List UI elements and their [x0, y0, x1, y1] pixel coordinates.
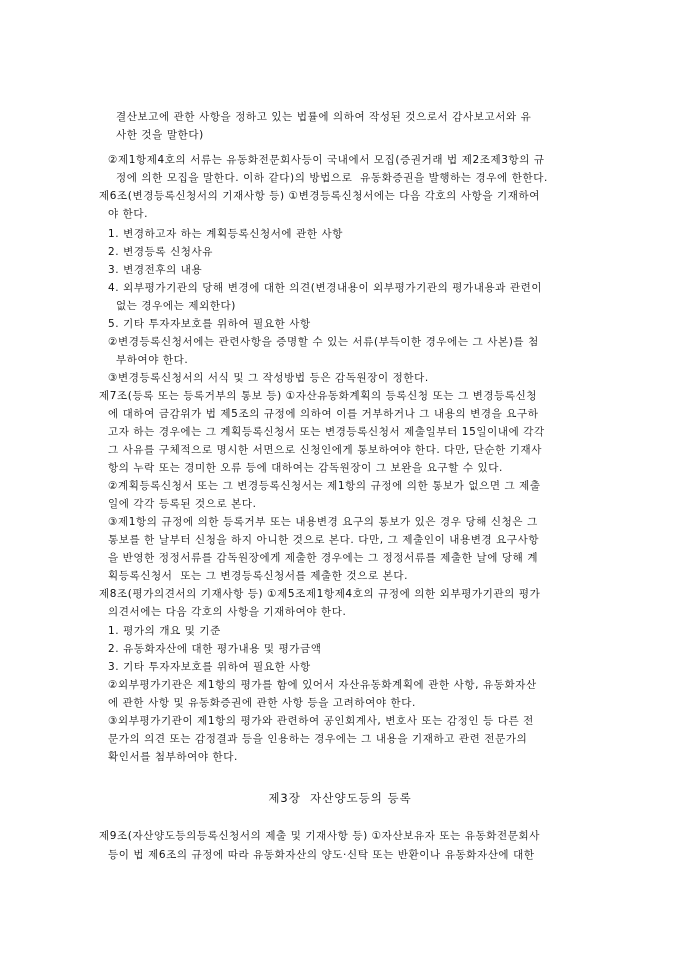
text-line: ③외부평가기관이 제1항의 평가와 관련하여 공인회계사, 변호사 또는 감정인 등 다른 전 [108, 715, 534, 727]
text-line: 의견서에는 다음 각호의 사항을 기재하여야 한다. [108, 606, 347, 618]
list-item: 5. 기타 투자자보호를 위하여 필요한 사항 [108, 318, 311, 330]
text-line: ③변경등록신청서의 서식 및 그 작성방법 등은 감독원장이 정한다. [108, 372, 429, 384]
article-heading-line: 제9조(자산양도등의등록신청서의 제출 및 기재사항 등) ①자산보유자 또는 유동화전문회사 [99, 830, 540, 842]
text-line: ③제1항의 규정에 의한 등록거부 또는 내용변경 요구의 통보가 있은 경우 당해 신청은 그 [108, 516, 538, 528]
text-line: ②계획등록신청서 또는 그 변경등록신청서는 제1항의 규정에 의한 통보가 없으면 그 제출 [108, 480, 541, 492]
list-item: 2. 변경등록 신청사유 [108, 246, 214, 258]
text-line: 에 관한 사항 및 유동화증권에 관한 사항 등을 고려하여야 한다. [108, 697, 416, 709]
list-item: 3. 기타 투자자보호를 위하여 필요한 사항 [108, 661, 311, 673]
text-line: ②외부평가기관은 제1항의 평가를 함에 있어서 자산유동화계획에 관한 사항, 유동화자산 [108, 679, 537, 691]
text-line: 을 반영한 정정서류를 감독원장에게 제출한 경우에는 그 정정서류를 제출한 날에 당해 계 [108, 552, 539, 564]
text-line: 야 한다. [108, 208, 149, 220]
text-line: 문가의 의견 또는 감정결과 등을 인용하는 경우에는 그 내용을 기재하고 관련 전문가의 [108, 733, 528, 745]
text-line: 통보를 한 날부터 신청을 하지 아니한 것으로 본다. 다만, 그 제출인이 내용변경 요구사항 [108, 534, 540, 546]
text-line: 항의 누락 또는 경미한 오류 등에 대하여는 감독원장이 그 보완을 요구할 수 있다. [108, 462, 503, 474]
list-item: 1. 평가의 개요 및 기준 [108, 625, 221, 637]
text-line: 그 사유를 구체적으로 명시한 서면으로 신청인에게 통보하여야 한다. 다만, 단순한 기재사 [108, 444, 542, 456]
text-line: 획등록신청서 또는 그 변경등록신청서를 제출한 것으로 본다. [108, 570, 409, 582]
list-item: 1. 변경하고자 하는 계획등록신청서에 관한 사항 [108, 228, 344, 240]
list-item: 2. 유동화자산에 대한 평가내용 및 평가금액 [108, 643, 322, 655]
text-line: 결산보고에 관한 사항을 정하고 있는 법률에 의하여 작성된 것으로서 감사보고서와 유 [116, 111, 532, 123]
text-line: 확인서를 첨부하여야 한다. [108, 751, 238, 763]
text-line: 정에 의한 모집을 말한다. 이하 같다)의 방법으로 유동화증권을 발행하는 경우에 한한다. [116, 172, 548, 184]
text-line: ②변경등록신청서에는 관련사항을 증명할 수 있는 서류(부득이한 경우에는 그 사본)를 첨 [108, 336, 539, 348]
text-line: 고자 하는 경우에는 그 계획등록신청서 또는 변경등록신청서 제출일부터 15일이내에 각각 [108, 426, 545, 438]
list-item: 3. 변경전후의 내용 [108, 264, 203, 276]
article-heading-line: 제8조(평가의견서의 기재사항 등) ①제5조제1항제4호의 규정에 의한 외부평가기관의 평가 [99, 588, 541, 600]
article-heading-line: 제6조(변경등록신청서의 기재사항 등) ①변경등록신청서에는 다음 각호의 사항을 기재하여 [99, 190, 540, 202]
text-line: 부하여야 한다. [116, 354, 189, 366]
text-line: 에 대하여 금감위가 법 제5조의 규정에 의하여 이를 거부하거나 그 내용의 변경을 요구하 [108, 408, 539, 420]
text-line: 일에 각각 등록된 것으로 본다. [108, 498, 257, 510]
list-item: 4. 외부평가기관의 당해 변경에 대한 의견(변경내용이 외부평가기관의 평가내용과 관련이 [108, 282, 543, 294]
text-line: 사한 것을 말한다) [116, 129, 204, 141]
list-item-continued: 없는 경우에는 제외한다) [116, 300, 237, 312]
chapter-title: 제3장 자산양도등의 등록 [268, 791, 412, 805]
article-heading-line: 제7조(등록 또는 등록거부의 통보 등) ①자산유동화계획의 등록신청 또는 그 변경등록신청 [99, 390, 538, 402]
text-line: ②제1항제4호의 서류는 유동화전문회사등이 국내에서 모집(증권거래 법 제2조제3항의 규 [108, 154, 545, 166]
text-line: 등이 법 제6조의 규정에 따라 유동화자산의 양도·신탁 또는 반환이나 유동화자산에 대한 [108, 849, 535, 861]
